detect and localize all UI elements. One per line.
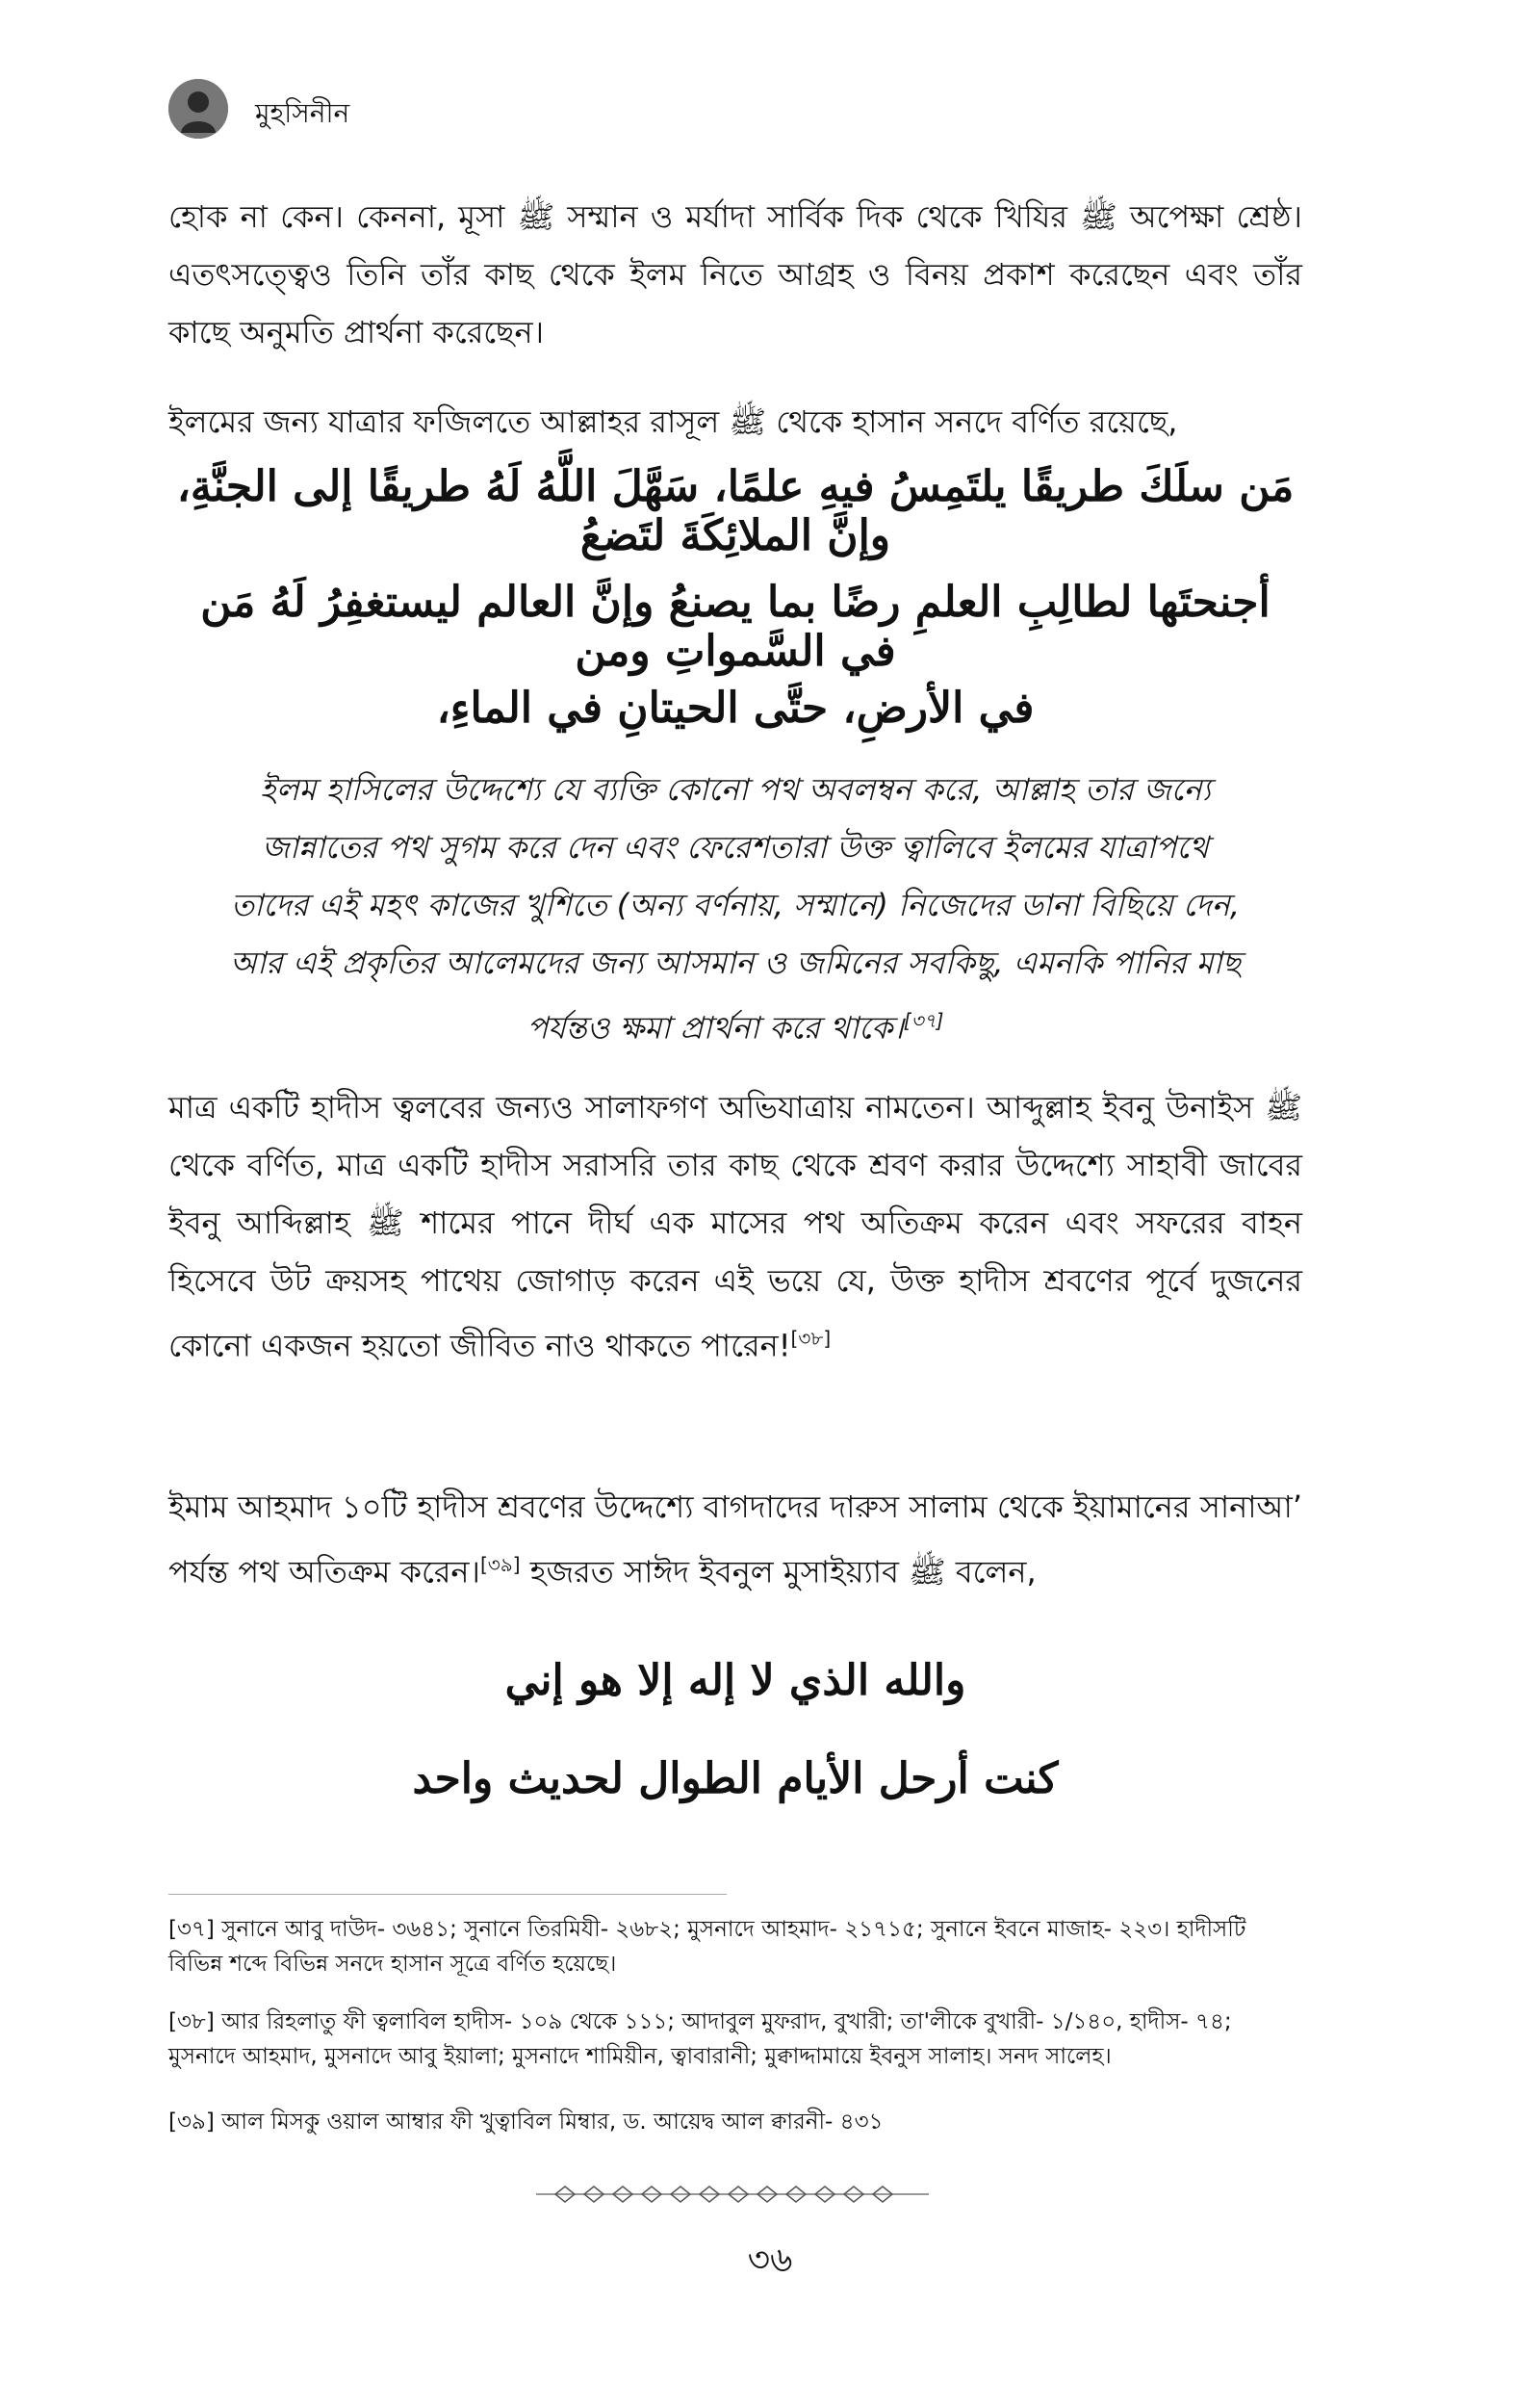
translation-line: তাদের এই মহৎ কাজের খুশিতে (অন্য বর্ণনায়, সম্মানে) নিজেদের ডানা বিছিয়ে দেন, <box>230 887 1241 923</box>
body-paragraph: মাত্র একটি হাদীস ত্বলবের জন্যও সালাফগণ অভিযাত্রায় নামতেন। আব্দুল্লাহ ইবনু উনাইস ﷺ থেকে বর্ণিত, মাত্র একটি হাদীস সরাসরি তার কাছ থেকে শ্রবণ করার উদ্দেশ্যে সাহাবী জাবের ইবনু আব্দিল্লাহ ﷺ শামের পানে দীর্ঘ এক মাসের পথ অতিক্রম করেন এবং সফরের বাহন হিসেবে উট ক্রয়সহ পাথেয় জোগাড় করেন এই ভয়ে যে, উক্ত হাদীস শ্রবণের পূর্বে দুজনের কোনো একজন হয়তো জীবিত নাও থাকতে পারেন![৩৮] <box>168 1089 1302 1364</box>
body-paragraph: ইমাম আহমাদ ১০টি হাদীস শ্রবণের উদ্দেশ্যে বাগদাদের দারুস সালাম থেকে ইয়ামানের সানাআ’ পর্যন্ত পথ অতিক্রম করেন।[৩৯] হজরত সাঈদ ইবনুল মুসাইয়্যাব ﷺ বলেন, <box>168 1488 1302 1591</box>
body-paragraph: হোক না কেন। কেননা, মূসা ﷺ সম্মান ও মর্যাদা সার্বিক দিক থেকে খিযির ﷺ অপেক্ষা শ্রেষ্ঠ। এতৎসত্ত্বেও তিনি তাঁর কাছ থেকে ইলম নিতে আগ্রহ ও বিনয় প্রকাশ করেছেন এবং তাঁর কাছে অনুমতি প্রার্থনা করেছেন। <box>168 198 1302 350</box>
ornament-divider-icon <box>536 2183 929 2206</box>
arabic-hadith-line: في الأرضِ، حتَّى الحيتانِ في الماءِ، <box>436 684 1035 733</box>
page-number: ৩৬ <box>747 2240 793 2280</box>
book-title: মুহসিনীন <box>255 97 350 129</box>
translation-line: আর এই প্রকৃতির আলেমদের জন্য আসমান ও জমিনের সবকিছু, এমনকি পানির মাছ <box>229 945 1242 981</box>
footnote-37: [৩৭] সুনানে আবু দাউদ- ৩৬৪১; সুনানে তিরমিযী- ২৬৮২; মুসনাদে আহমাদ- ২১৭১৫; সুনানে ইবনে মাজাহ- ২২৩। হাদীসটি বিভিন্ন শব্দে বিভিন্ন সনদে হাসান সূত্রে বর্ণিত হয়েছে। <box>168 1917 1246 1977</box>
arabic-hadith-line: أجنحتَها لطالِبِ العلمِ رضًا بما يصنعُ وإنَّ العالم ليستغفِرُ لَهُ مَن في السَّمواتِ ومن <box>200 578 1270 676</box>
translation-line: জান্নাতের পথ সুগম করে দেন এবং ফেরেশতারা উক্ত ত্বালিবে ইলমের যাত্রাপথে <box>262 829 1209 866</box>
translation-line: পর্যন্তও ক্ষমা প্রার্থনা করে থাকে।[৩৭] <box>526 1009 944 1047</box>
arabic-quote-line: والله الذي لا إله إلا هو إني <box>504 1656 966 1705</box>
footnote-ref-39[interactable]: [৩৯] <box>479 1553 521 1576</box>
footnote-divider <box>168 1894 727 1895</box>
author-avatar-icon <box>168 79 228 139</box>
footnote-39: [৩৯] আল মিসকু ওয়াল আম্বার ফী খুত্বাবিল মিম্বার, ড. আয়েদ্ব আল ক্বারনী- ৪৩১ <box>168 2109 884 2135</box>
translation-line: ইলম হাসিলের উদ্দেশ্যে যে ব্যক্তি কোনো পথ অবলম্বন করে, আল্লাহ তার জন্যে <box>260 771 1211 808</box>
footnote-ref-38[interactable]: [৩৮] <box>790 1327 832 1350</box>
body-paragraph: ইলমের জন্য যাত্রার ফজিলতে আল্লাহর রাসূল ﷺ থেকে হাসান সনদে বর্ণিত রয়েছে, <box>168 403 1178 440</box>
footnote-ref-37[interactable]: [৩৭] <box>903 1009 944 1032</box>
arabic-quote-line: كنت أرحل الأيام الطوال لحديث واحد <box>412 1754 1059 1803</box>
footnote-38: [৩৮] আর রিহলাতু ফী ত্বলাবিল হাদীস- ১০৯ থেকে ১১১; আদাবুল মুফরাদ, বুখারী; তা'লীকে বুখারী- ১/১৪০, হাদীস- ৭৪; মুসনাদে আহমাদ, মুসনাদে আবু ইয়ালা; মুসনাদে শামিয়ীন, ত্বাবারানী; মুক্বাদ্দামায়ে ইবনুস সালাহ। সনদ সালেহ। <box>168 2009 1232 2069</box>
arabic-hadith-line: مَن سلَكَ طريقًا يلتَمِسُ فيهِ علمًا، سَهَّلَ اللَّهُ لَهُ طريقًا إلى الجنَّةِ، وإنَّ الملائِكَةَ لتَضعُ <box>176 462 1295 560</box>
